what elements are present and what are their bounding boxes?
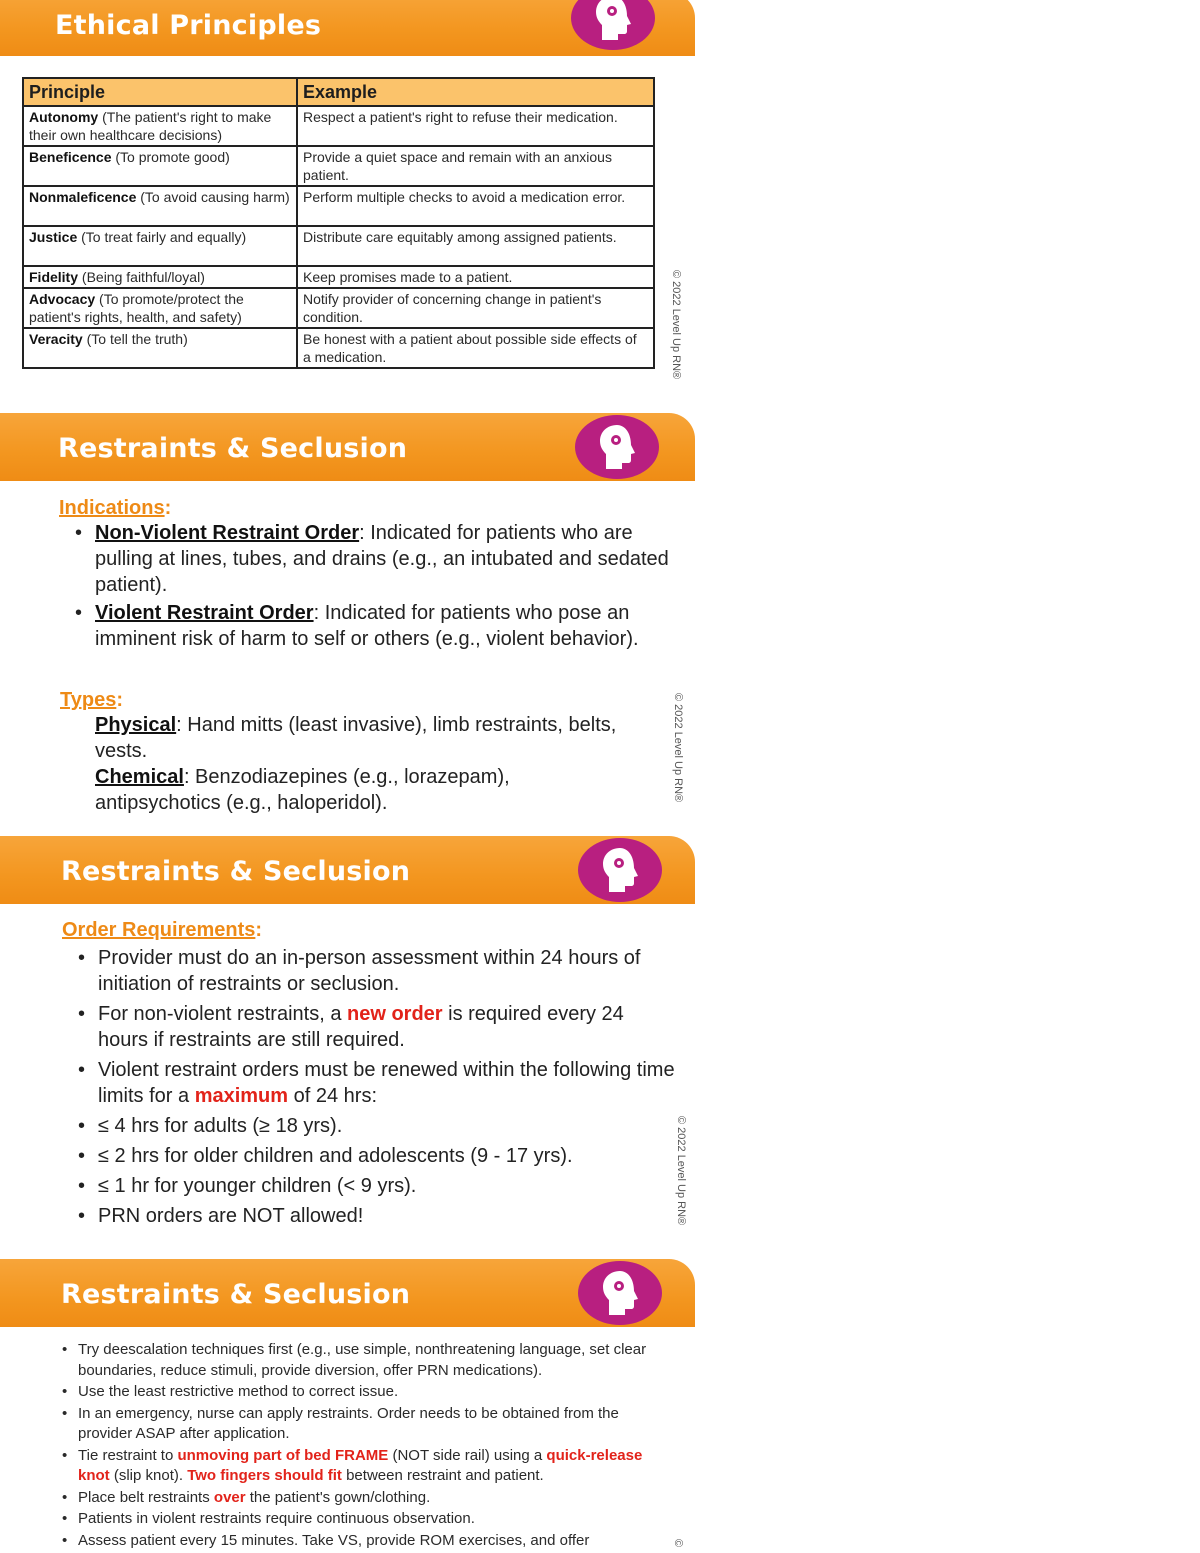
principle-desc: (To tell the truth) xyxy=(82,331,188,347)
table-row xyxy=(23,226,654,266)
text-span: Place belt restraints xyxy=(78,1488,214,1506)
card-banner xyxy=(0,836,695,904)
card-banner xyxy=(0,413,695,481)
text-span: Tie restraint to xyxy=(78,1446,178,1464)
list-item: • Provider must do an in-person assessment within 24 hours of initiation of restraints or seclusion. xyxy=(78,945,678,997)
ethical-principles-table xyxy=(22,77,655,369)
card-title: Ethical Principles xyxy=(55,10,322,41)
violent-text: : Indicated for patients who pose an imminent risk of harm to self or others (e.g., violent behavior). xyxy=(95,602,639,650)
text-span: of 24 hrs: xyxy=(288,1085,377,1107)
card-title: Restraints & Seclusion xyxy=(58,433,408,464)
principle-desc: (To avoid causing harm) xyxy=(136,189,290,205)
example-cell: Be honest with a patient about possible side effects of a medication. xyxy=(297,328,654,368)
indications-heading-text: Indications xyxy=(59,497,165,519)
heading-colon: : xyxy=(255,919,263,941)
emphasis-text: new order xyxy=(347,1003,443,1025)
copyright-notice: © 2022 Level Up RN® xyxy=(670,270,682,380)
principle-term: Beneficence xyxy=(29,149,112,165)
card-title: Restraints & Seclusion xyxy=(61,1279,411,1310)
table-row xyxy=(23,328,654,368)
copyright-notice: © xyxy=(672,1539,684,1548)
chemical-term: Chemical xyxy=(95,766,184,788)
list-item: • Try deescalation techniques first (e.g., use simple, nonthreatening language, set clear boundaries, reduce stimuli, provide diversion, offer PRN medications). xyxy=(60,1340,675,1381)
head-gear-icon xyxy=(571,0,655,50)
indications-list xyxy=(75,520,675,654)
emphasis-text: quick-release knot xyxy=(78,1446,643,1484)
example-cell: Provide a quiet space and remain with an anxious patient. xyxy=(297,146,654,186)
table-row xyxy=(23,146,654,186)
list-item: • PRN orders are NOT allowed! xyxy=(78,1203,678,1229)
principle-desc: (Being faithful/loyal) xyxy=(78,269,205,285)
physical-type xyxy=(95,712,665,764)
nonviolent-text: : Indicated for patients who are pulling at lines, tubes, and drains (e.g., an intubated and sedated patient). xyxy=(95,522,669,596)
principle-term: Justice xyxy=(29,229,78,245)
list-item: • ≤ 1 hr for younger children (< 9 yrs). xyxy=(78,1173,678,1199)
emphasis-text: unmoving part of bed FRAME xyxy=(177,1446,389,1464)
emphasis-text: Two fingers should fit xyxy=(187,1467,342,1484)
list-item xyxy=(78,1001,678,1053)
card-restraints-safety xyxy=(0,1259,695,1553)
principle-cell xyxy=(23,266,297,288)
example-cell: Keep promises made to a patient. xyxy=(297,266,654,288)
head-gear-icon xyxy=(575,415,659,479)
principle-desc: (To promote/protect the patient's rights, health, and safety) xyxy=(29,291,244,325)
principle-term: Advocacy xyxy=(29,291,96,307)
head-gear-icon xyxy=(578,838,662,902)
table-row xyxy=(23,106,654,146)
card-banner xyxy=(0,0,695,56)
card-restraints-indications xyxy=(0,413,695,818)
principle-term: Veracity xyxy=(29,331,83,347)
card-ethical-principles xyxy=(0,0,695,392)
list-item: • ≤ 2 hrs for older children and adolescents (9 - 17 yrs). xyxy=(78,1143,678,1169)
table-row xyxy=(23,288,654,328)
table-row xyxy=(23,186,654,226)
example-cell: Notify provider of concerning change in patient's condition. xyxy=(297,288,654,328)
list-item: • Use the least restrictive method to correct issue. xyxy=(60,1382,675,1403)
list-item xyxy=(78,1057,678,1109)
chemical-text: : Benzodiazepines (e.g., lorazepam), antipsychotics (e.g., haloperidol). xyxy=(95,766,510,814)
copyright-notice: © 2022 Level Up RN® xyxy=(675,1116,687,1226)
example-cell: Respect a patient's right to refuse their medication. xyxy=(297,106,654,146)
card-banner xyxy=(0,1259,695,1327)
principle-cell xyxy=(23,186,297,226)
chemical-type xyxy=(95,764,615,816)
principle-cell xyxy=(23,328,297,368)
heading-colon: : xyxy=(164,497,172,519)
principle-cell xyxy=(23,146,297,186)
restraint-safety-list xyxy=(60,1340,675,1552)
emphasis-text: maximum xyxy=(194,1085,289,1107)
principle-desc: (The patient's right to make their own healthcare decisions) xyxy=(29,109,272,143)
physical-text: : Hand mitts (least invasive), limb restraints, belts, vests. xyxy=(95,714,617,762)
copyright-notice: © 2022 Level Up RN® xyxy=(672,693,684,803)
table-row xyxy=(23,266,654,288)
principle-term: Fidelity xyxy=(29,269,79,285)
list-item: • ≤ 4 hrs for adults (≥ 18 yrs). xyxy=(78,1113,678,1139)
table-header-row xyxy=(23,78,654,106)
types-heading xyxy=(60,689,123,712)
list-item: • In an emergency, nurse can apply restraints. Order needs to be obtained from the provider ASAP after application. xyxy=(60,1404,675,1445)
order-requirements-heading-text: Order Requirements xyxy=(62,919,256,941)
column-header-principle: Principle xyxy=(23,78,297,106)
list-item xyxy=(75,600,675,652)
example-cell: Perform multiple checks to avoid a medication error. xyxy=(297,186,654,226)
text-span: is required every 24 hours if restraints are still required. xyxy=(98,1003,624,1051)
text-span: For non-violent restraints, a xyxy=(98,1003,347,1025)
text-span: between restraint and patient. xyxy=(341,1467,544,1484)
list-item: • Assess patient every 15 minutes. Take VS, provide ROM exercises, and offer xyxy=(60,1531,675,1552)
heading-colon: : xyxy=(116,689,123,711)
principle-term: Autonomy xyxy=(29,109,99,125)
column-header-example: Example xyxy=(297,78,654,106)
card-title: Restraints & Seclusion xyxy=(61,856,411,887)
text-span: (NOT side rail) using a xyxy=(388,1446,547,1464)
nonviolent-term: Non-Violent Restraint Order xyxy=(95,522,360,544)
principle-cell xyxy=(23,106,297,146)
principle-desc: (To treat fairly and equally) xyxy=(77,229,247,245)
physical-term: Physical xyxy=(95,714,177,736)
violent-term: Violent Restraint Order xyxy=(95,602,314,624)
order-requirements-heading xyxy=(62,919,262,942)
text-span: (slip knot). xyxy=(109,1467,188,1484)
types-heading-text: Types xyxy=(60,689,117,711)
principle-desc: (To promote good) xyxy=(111,149,230,165)
principle-cell xyxy=(23,226,297,266)
list-item: • Patients in violent restraints require continuous observation. xyxy=(60,1509,675,1530)
card-restraints-orders xyxy=(0,836,695,1244)
text-span: Violent restraint orders must be renewed within the following time limits for a xyxy=(98,1059,675,1107)
principle-term: Nonmaleficence xyxy=(29,189,137,205)
indications-heading xyxy=(59,497,171,520)
example-cell: Distribute care equitably among assigned patients. xyxy=(297,226,654,266)
list-item xyxy=(60,1446,675,1487)
emphasis-text: over xyxy=(213,1488,246,1506)
order-requirements-list xyxy=(78,945,678,1231)
principle-cell xyxy=(23,288,297,328)
head-gear-icon xyxy=(578,1261,662,1325)
list-item xyxy=(75,520,675,598)
list-item xyxy=(60,1488,675,1509)
text-span: the patient's gown/clothing. xyxy=(245,1488,431,1506)
